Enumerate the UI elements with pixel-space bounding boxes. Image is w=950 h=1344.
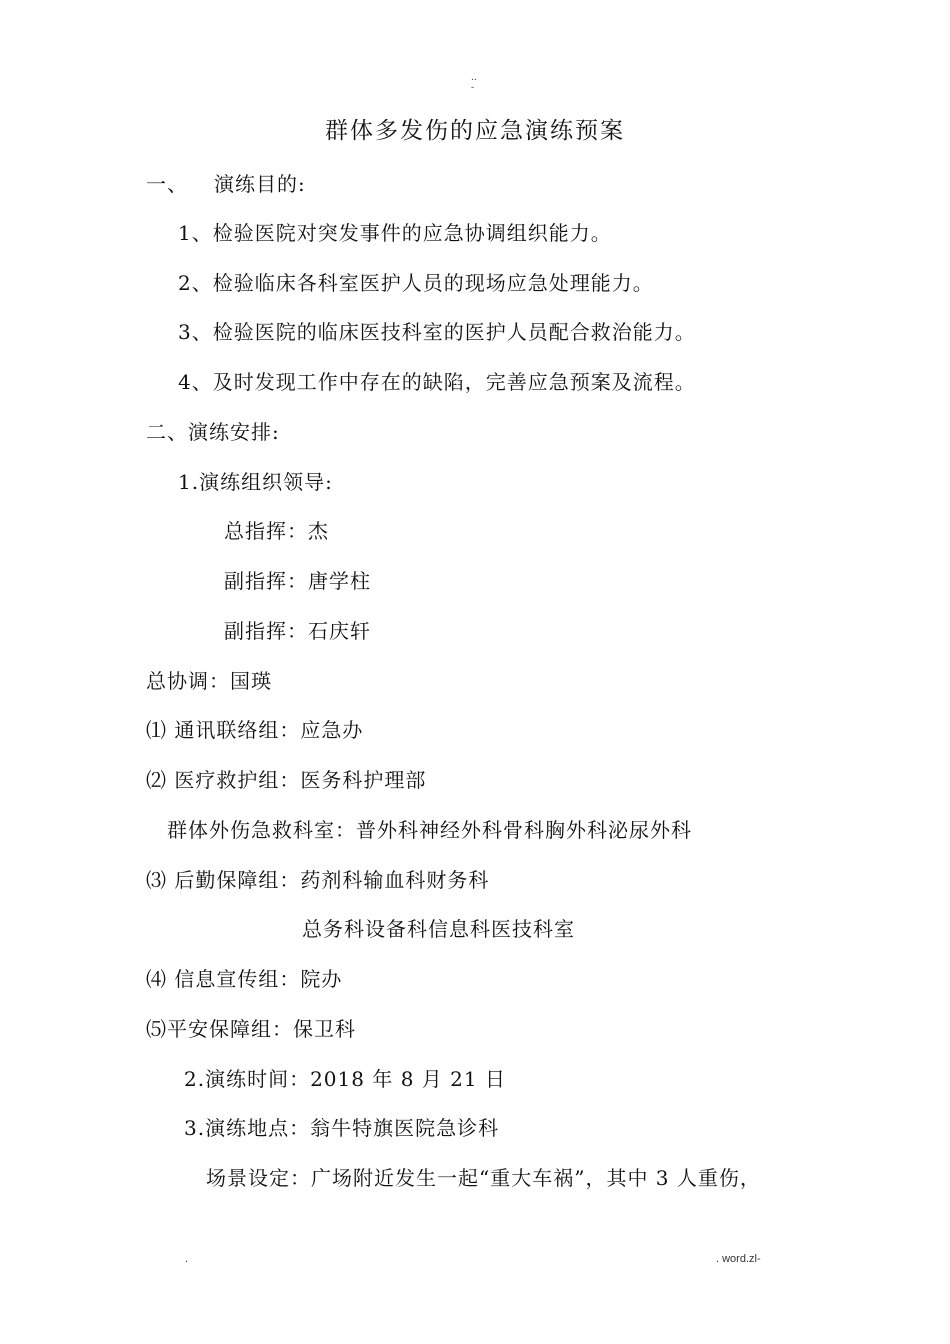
vice-commander-1: 副指挥：唐学柱 (224, 569, 371, 593)
group-medical: ⑵ 医疗救护组：医务科护理部 (146, 768, 427, 792)
header-mark-text: .. - (471, 73, 477, 93)
section1-item-1: 1、检验医院对突发事件的应急协调组织能力。 (178, 221, 612, 245)
group-logistics-detail: 总务科设备科信息科医技科室 (302, 917, 575, 941)
section1-item-2: 2、检验临床各科室医护人员的现场应急处理能力。 (178, 271, 654, 295)
header-mark (471, 73, 477, 93)
section1-item-4: 4、及时发现工作中存在的缺陷，完善应急预案及流程。 (178, 370, 696, 394)
drill-location: 3.演练地点：翁牛特旗医院急诊科 (184, 1116, 500, 1140)
footer-right: . word.zl- (716, 1253, 761, 1265)
leaders-heading: 1.演练组织领导: (178, 470, 333, 494)
document-title: 群体多发伤的应急演练预案 (325, 118, 625, 144)
footer-left: . (185, 1253, 189, 1265)
coordinator: 总协调：国瑛 (146, 669, 272, 693)
group-publicity: ⑷ 信息宣传组：院办 (146, 967, 343, 991)
group-security: ⑸平安保障组：保卫科 (146, 1017, 356, 1041)
group-communication: ⑴ 通讯联络组：应急办 (146, 718, 364, 742)
commander: 总指挥：杰 (224, 519, 329, 543)
section2-heading: 二、演练安排: (146, 420, 280, 444)
group-logistics: ⑶ 后勤保障组：药剂科输血科财务科 (146, 868, 490, 892)
drill-time: 2.演练时间：2018 年 8 月 21 日 (184, 1067, 506, 1091)
vice-commander-2: 副指挥：石庆轩 (224, 619, 371, 643)
section1-item-3: 3、检验医院的临床医技科室的医护人员配合救治能力。 (178, 320, 696, 344)
group-medical-detail: 群体外伤急救科室：普外科神经外科骨科胸外科泌尿外科 (167, 818, 692, 842)
scenario-setting: 场景设定：广场附近发生一起“重大车祸”，其中 3 人重伤， (206, 1166, 761, 1190)
section1-heading-number: 一、 (146, 172, 188, 196)
section1-heading: 演练目的: (214, 172, 306, 196)
